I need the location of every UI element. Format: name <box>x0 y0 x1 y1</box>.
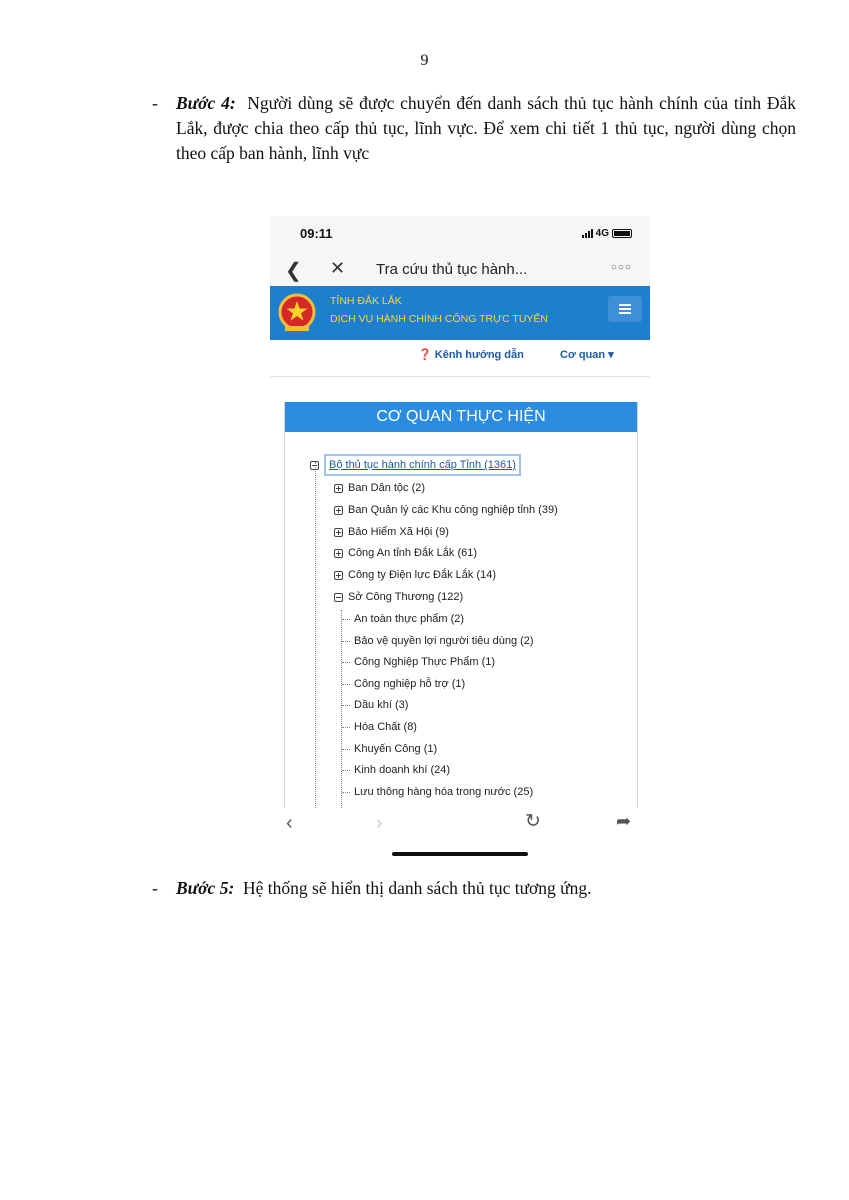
tree-node-agency[interactable] <box>334 569 496 581</box>
status-time: 09:11 <box>300 226 333 241</box>
collapse-icon[interactable] <box>334 593 343 602</box>
tree-line <box>315 462 316 832</box>
tree-node-agency[interactable] <box>334 482 425 494</box>
banner-service: DỊCH VỤ HÀNH CHÍNH CÔNG TRỰC TUYẾN <box>330 313 549 325</box>
tree-node-label[interactable]: Công An tỉnh Đắk Lắk (61) <box>348 547 478 559</box>
close-icon[interactable]: ✕ <box>330 258 346 278</box>
tree-leaf-field[interactable] <box>342 786 533 798</box>
tree-node-agency[interactable] <box>334 504 558 516</box>
tree-leaf-label[interactable]: Lưu thông hàng hóa trong nước (25) <box>354 786 534 798</box>
tree-node-label[interactable]: Bảo Hiểm Xã Hội (9) <box>348 526 449 538</box>
expand-icon[interactable] <box>334 484 343 493</box>
step-4-paragraph <box>152 91 797 171</box>
tree-node-agency[interactable] <box>334 547 477 559</box>
tree-node-label[interactable]: Sở Công Thương (122) <box>348 591 464 603</box>
browser-nav-bar <box>270 252 650 286</box>
status-bar <box>270 216 650 252</box>
panel-title: CƠ QUAN THỰC HIỆN <box>285 402 637 432</box>
tree-leaf-field[interactable] <box>342 613 464 625</box>
hamburger-menu-icon[interactable] <box>608 296 642 322</box>
network-label: 4G <box>595 228 609 239</box>
step-5-label: Bước 5: <box>176 878 235 898</box>
collapse-icon[interactable] <box>310 461 319 470</box>
tree-leaf-label[interactable]: Hóa Chất (8) <box>354 721 417 733</box>
tree-leaf-label[interactable]: An toàn thực phẩm (2) <box>354 613 465 625</box>
expand-icon[interactable] <box>334 549 343 558</box>
guide-link[interactable]: ❓ Kênh hướng dẫn <box>418 349 524 361</box>
tree-node-label[interactable]: Ban Dân tộc (2) <box>348 482 426 494</box>
banner-province: TỈNH ĐẮK LẮK <box>330 295 402 307</box>
battery-icon <box>612 229 632 238</box>
tree-leaf-field[interactable] <box>342 635 534 647</box>
national-emblem-icon <box>274 290 320 336</box>
agency-dropdown[interactable]: Cơ quan ▾ <box>560 349 614 361</box>
agency-panel <box>284 402 638 833</box>
phone-screenshot <box>270 216 650 861</box>
tree-leaf-label[interactable]: Dầu khí (3) <box>354 699 409 711</box>
tree-leaf-label[interactable]: Kinh doanh khí (24) <box>354 764 451 776</box>
tree-leaf-field[interactable] <box>342 678 465 690</box>
page-number: 9 <box>420 52 429 69</box>
bullet-dash: - <box>152 93 158 113</box>
tree-root[interactable] <box>310 454 521 476</box>
step-5-paragraph <box>152 876 782 904</box>
tree-leaf-label[interactable]: Công Nghiệp Thực Phẩm (1) <box>354 656 496 668</box>
tree-root-label[interactable]: Bộ thủ tục hành chính cấp Tỉnh (1361) <box>324 454 521 476</box>
back-arrow-icon[interactable]: ‹ <box>286 812 293 834</box>
expand-icon[interactable] <box>334 571 343 580</box>
tree-leaf-label[interactable]: Công nghiệp hỗ trợ (1) <box>354 678 466 690</box>
tree-leaf-field[interactable] <box>342 656 495 668</box>
tree-leaf-field[interactable] <box>342 764 450 776</box>
signal-indicator <box>582 228 632 239</box>
top-links <box>270 340 650 377</box>
step-4-text: Người dùng sẽ được chuyển đến danh sách thủ tục hành chính của tỉnh Đắk Lắk, được chia theo cấp thủ tục, lĩnh vực. Để xem chi tiết 1 thủ tục, người dùng chọn theo cấp ban hành, lĩnh vực <box>176 93 797 163</box>
tree-leaf-field[interactable] <box>342 721 417 733</box>
share-icon[interactable]: ➦ <box>616 811 632 831</box>
tree-leaf-field[interactable] <box>342 699 408 711</box>
expand-icon[interactable] <box>334 506 343 515</box>
chevron-left-icon[interactable]: ❮ <box>285 260 302 282</box>
tree-node-label[interactable]: Công ty Điện lực Đắk Lắk (14) <box>348 569 496 581</box>
bullet-dash: - <box>152 878 158 898</box>
step-5-text: Hệ thống sẽ hiển thị danh sách thủ tục tương ứng. <box>243 878 592 898</box>
browser-toolbar <box>270 808 650 848</box>
site-banner <box>270 286 650 340</box>
reload-icon[interactable]: ↻ <box>525 811 541 832</box>
tree-node-agency-expanded[interactable] <box>334 591 463 603</box>
agency-tree <box>285 452 637 832</box>
tree-leaf-label[interactable]: Khuyến Công (1) <box>354 743 438 755</box>
expand-icon[interactable] <box>334 528 343 537</box>
more-icon[interactable]: ○○○ <box>610 262 632 273</box>
tree-node-label[interactable]: Ban Quản lý các Khu công nghiệp tỉnh (39) <box>348 504 558 516</box>
step-4-label: Bước 4: <box>176 93 236 113</box>
signal-bars-icon <box>582 229 593 238</box>
tree-node-agency[interactable] <box>334 526 449 538</box>
page-title: Tra cứu thủ tục hành... <box>376 261 528 278</box>
home-indicator <box>392 852 528 856</box>
tree-leaf-label[interactable]: Bảo vệ quyền lợi người tiêu dùng (2) <box>354 635 534 647</box>
forward-arrow-icon[interactable]: › <box>376 812 383 834</box>
tree-leaf-field[interactable] <box>342 743 437 755</box>
